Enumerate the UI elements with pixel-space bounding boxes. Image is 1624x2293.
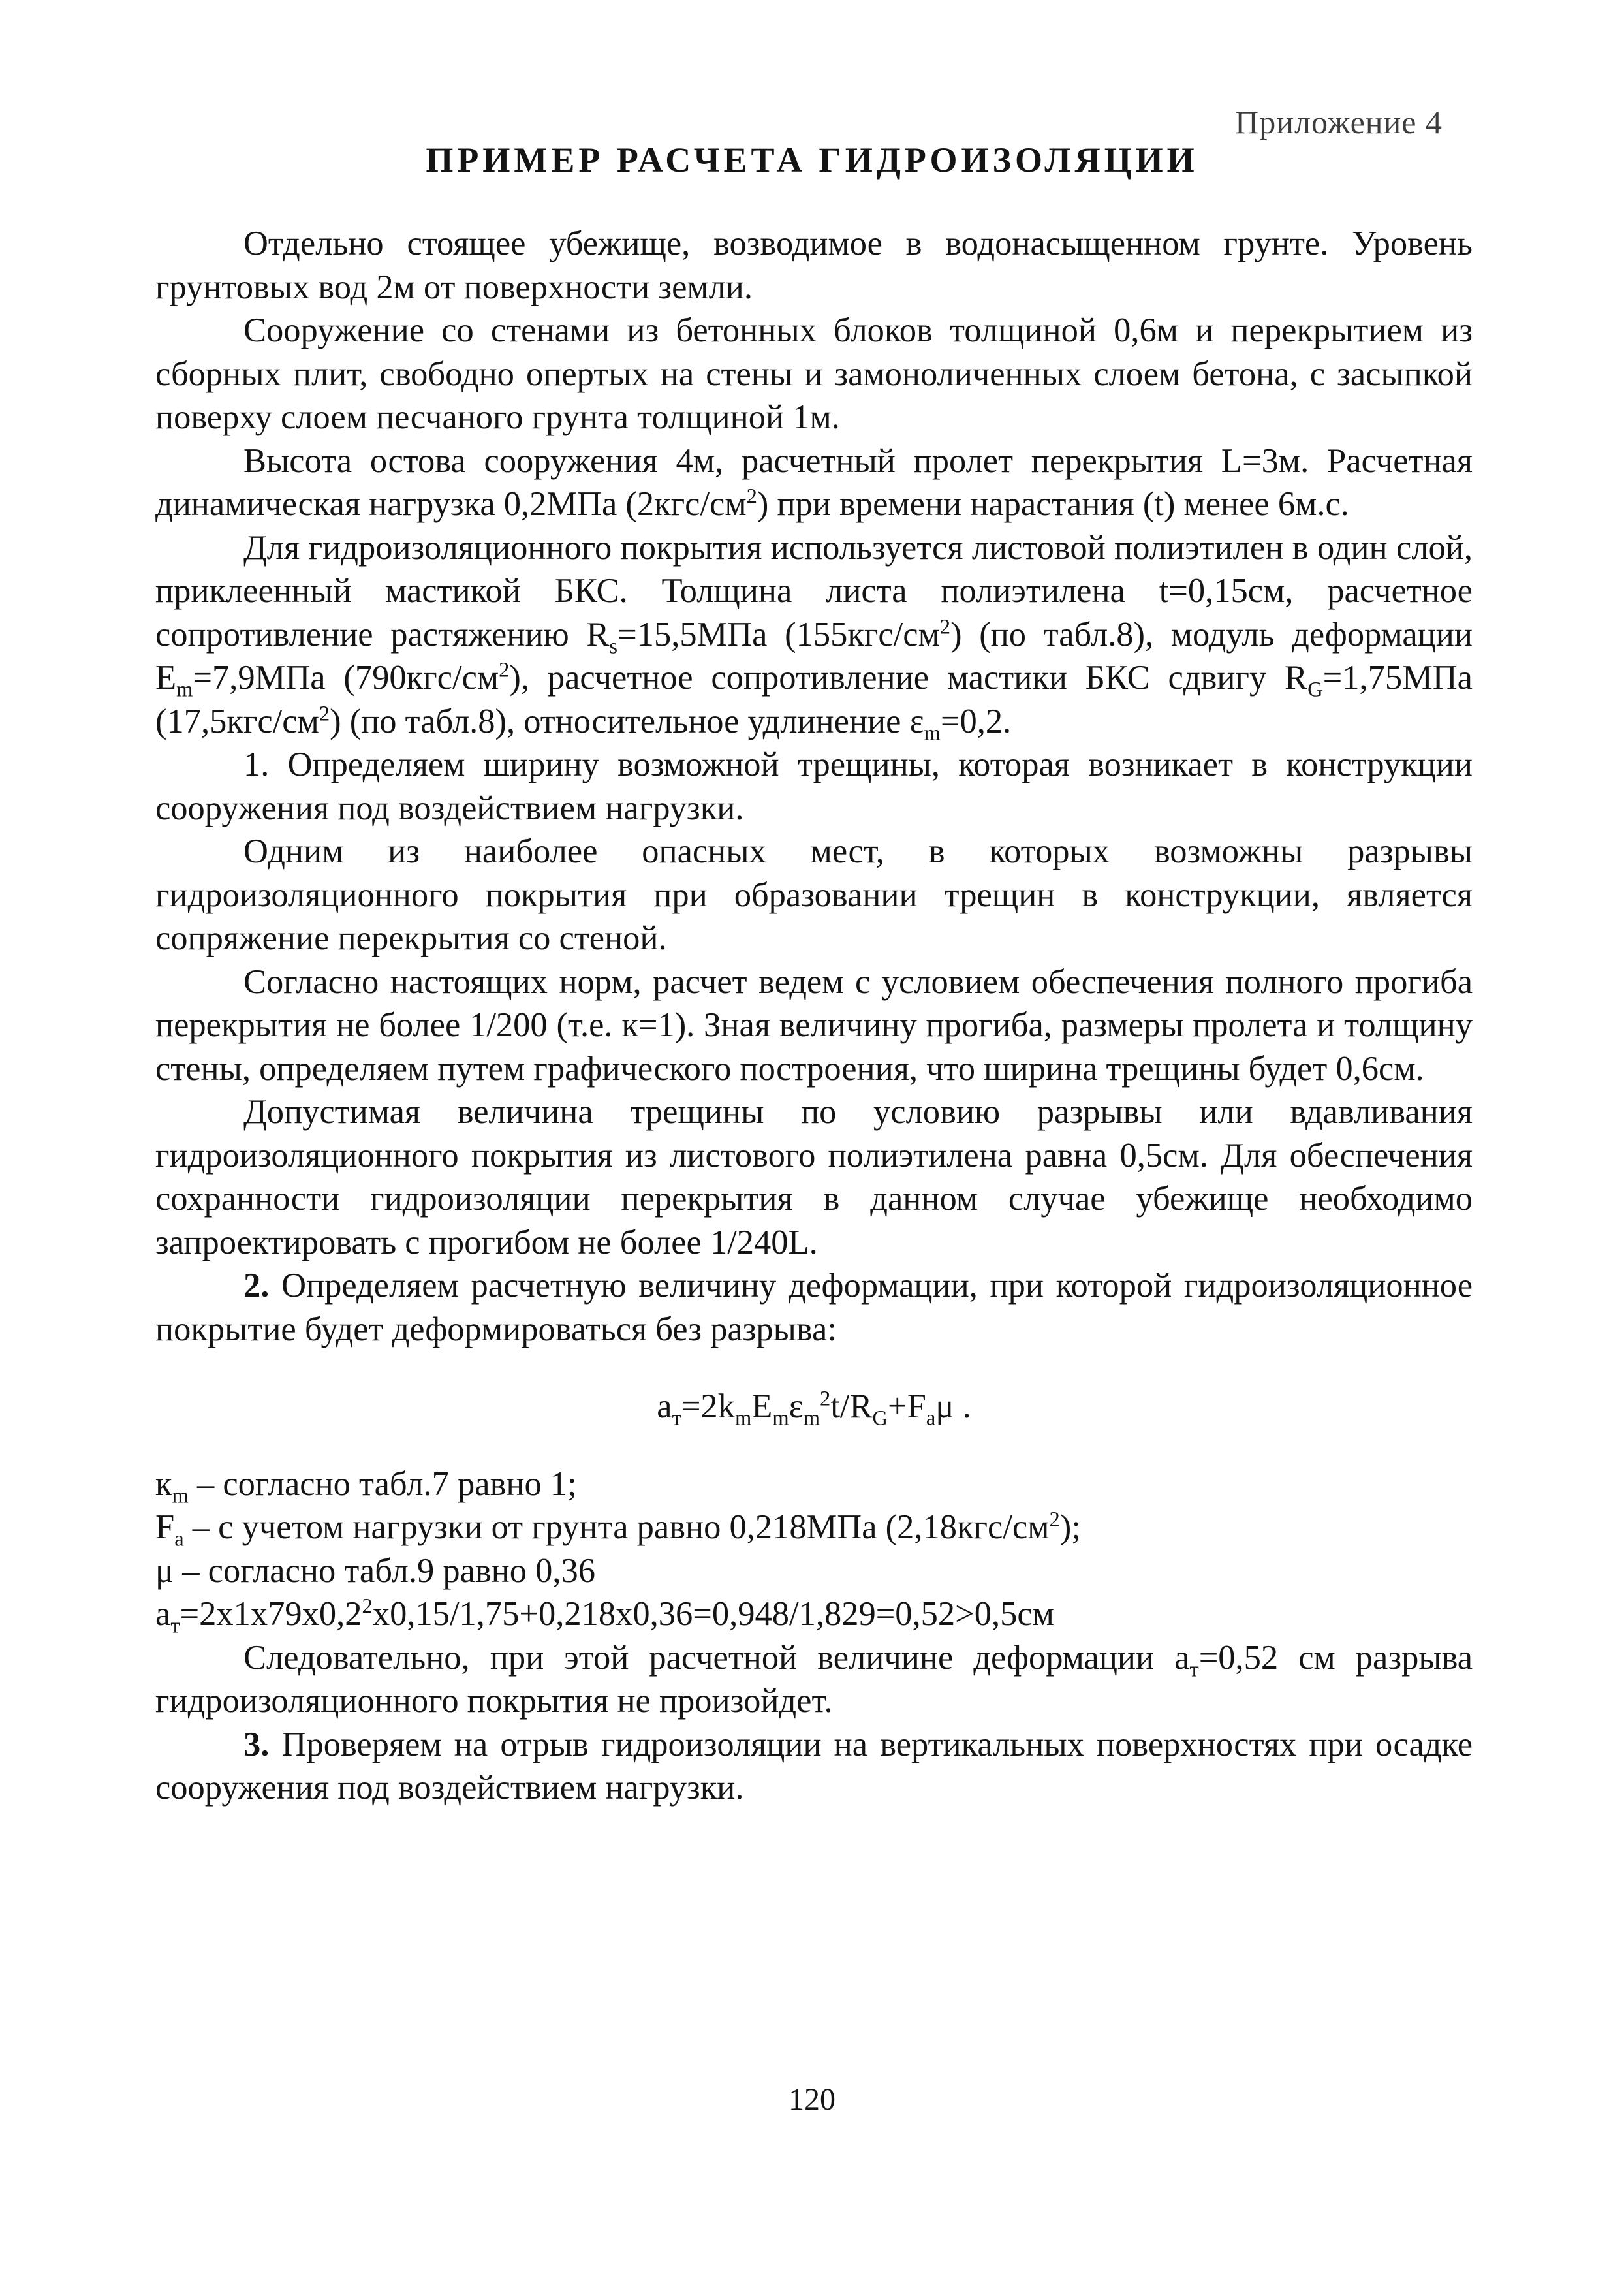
definition-fa: $F_a$ – с учетом нагрузки от грунта равно 0,218МПа $(2,18кгс/см^2)$; — [155, 1508, 1081, 1551]
paragraph-deflection: Согласно настоящих норм, расчет ведем с условием обеспечения полного прогиба перекрытия не более 1/200 (т.е. к=1). Зная величину прогиба, размеры пролета и толщину стены, определяем путем графического построения, что ширина трещины будет 0,6см. — [155, 962, 1473, 1088]
page-title: ПРИМЕР РАСЧЕТА ГИДРОИЗОЛЯЦИИ — [426, 140, 1198, 180]
paragraph-step-3: 3. Проверяем на отрыв гидроизоляции на вертикальных поверхностях при осадке сооружения под воздействием нагрузки. — [155, 1725, 1473, 1807]
paragraph-step-2: 2. Определяем расчетную величину деформации, при которой гидроизоляционное покрытие будет деформироваться без разрыва: — [155, 1267, 1473, 1348]
appendix-label: Приложение 4 — [1235, 104, 1443, 140]
paragraph-allowable-crack: Допустимая величина трещины по условию разрывы или вдавливания гидроизоляционного покрытия из листового полиэтилена равна 0,5см. Для обеспечения сохранности гидроизоляции перекрытия в данном случае убежище необходимо запроектировать с прогибом не более 1/240L. — [155, 1093, 1473, 1261]
calculation-line: $a_т=2х1х79х0,2^2х0,15/1,75+0,218х0,36=0,948/1,829=0,52>0,5см$ — [155, 1594, 1054, 1638]
page-number: 120 — [789, 2082, 835, 2117]
paragraph-shelter-description: Отдельно стоящее убежище, возводимое в водонасыщенном грунте. Уровень грунтовых вод 2м от поверхности земли. — [155, 225, 1473, 306]
definition-km: $к_m$ – согласно табл.7 равно 1; — [155, 1464, 577, 1508]
deformation-formula: $a_т=2k_mE_m\varepsilon_m^2t/R_G+F_a\mu$ . — [657, 1387, 971, 1431]
formula-definitions — [155, 1463, 1473, 1593]
definition-mu: μ – согласно табл.9 равно 0,36 — [155, 1551, 596, 1590]
paragraph-load: Высота остова сооружения 4м, расчетный пролет перекрытия L=3м. Расчетная динамическая нагрузка 0,2МПа $(2кгс/см^2)$ при времени нарастания (t) менее 6м.с. — [155, 441, 1473, 523]
paragraph-materials: Для гидроизоляционного покрытия используется листовой полиэтилен в один слой, приклеенный мастикой БКС. Толщина листа полиэтилена t=0,15см, расчетное сопротивление растяжению $R_s=15,5МПа$ $(155кгс/см^2)$ (по табл.8), модуль деформации $E_m=7,9МПа$ $(790кгс/см^2)$, расчетное сопротивление мастики БКС сдвигу $R_G=1,75МПа$ $(17,5кгс/см^2)$ (по табл.8), относительное удлинение $\varepsilon_m=0,2$. — [155, 528, 1473, 745]
paragraph-dangerous-places: Одним из наиболее опасных мест, в которых возможны разрывы гидроизоляционного покрытия при образовании трещин в конструкции, является сопряжение перекрытия со стеной. — [155, 832, 1473, 957]
paragraph-step-1: 1. Определяем ширину возможной трещины, которая возникает в конструкции сооружения под воздействием нагрузки. — [155, 746, 1473, 827]
paragraph-structure: Сооружение со стенами из бетонных блоков толщиной 0,6м и перекрытием из сборных плит, свободно опертых на стены и замоноличенных слоем бетона, с засыпкой поверху слоем песчаного грунта толщиной 1м. — [155, 311, 1473, 436]
paragraph-conclusion: Следовательно, при этой расчетной величине деформации $a_т=0,52$ см разрыва гидроизоляционного покрытия не произойдет. — [155, 1638, 1473, 1720]
document-body — [155, 222, 1473, 1810]
